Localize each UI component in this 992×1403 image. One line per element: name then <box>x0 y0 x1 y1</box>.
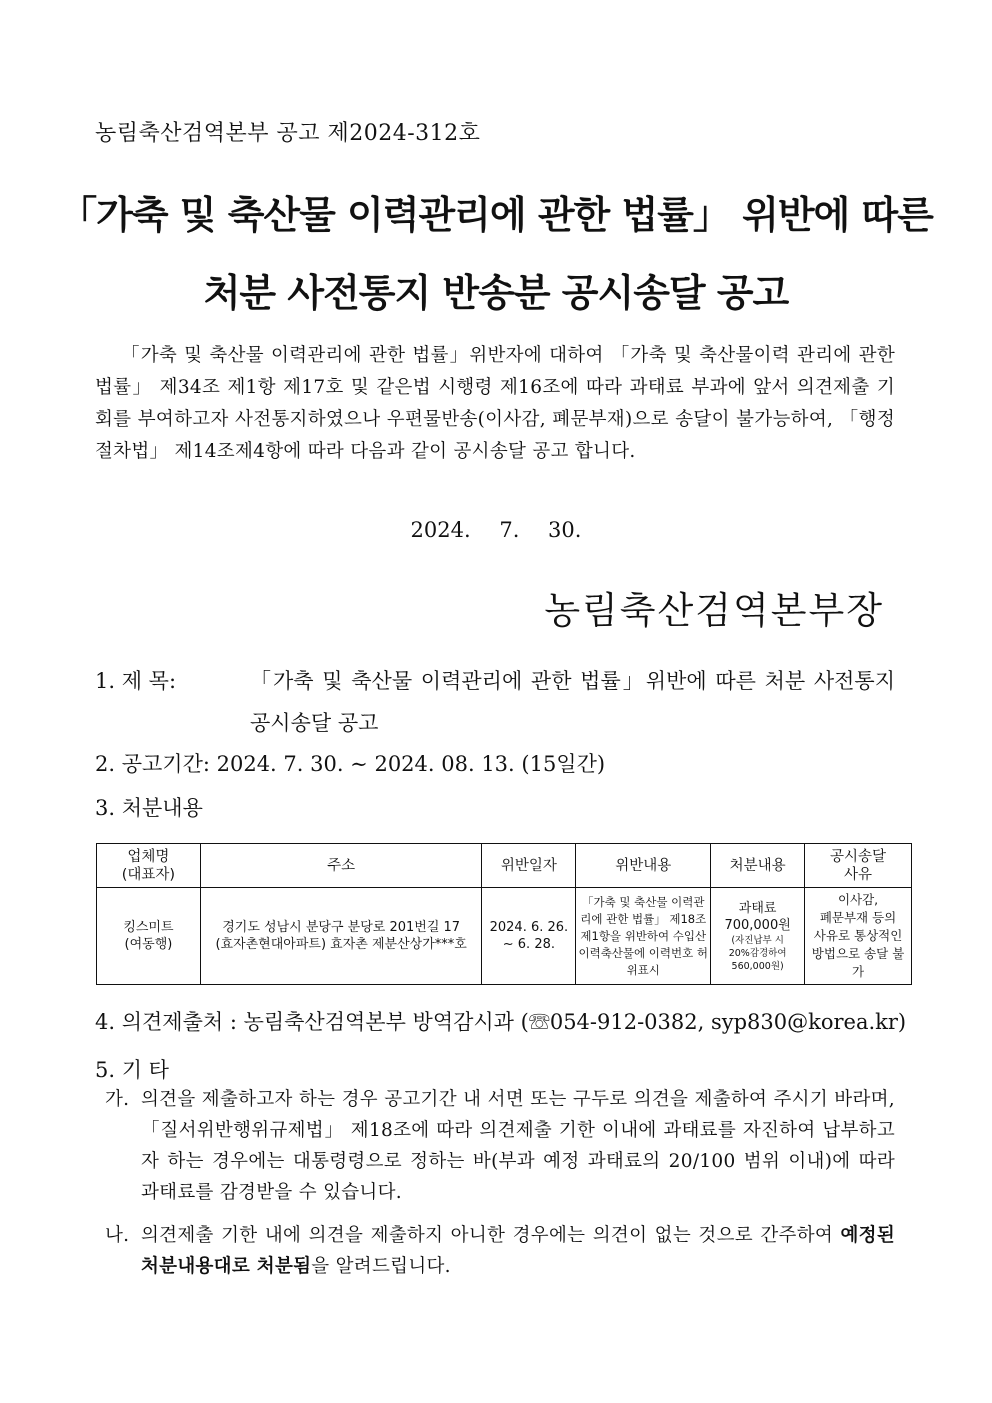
cell-violation: 「가축 및 축산물 이력관리에 관한 법률」 제18조 제1항을 위반하여 수입산이력축산물에 이력번호 허위표시 <box>576 888 711 985</box>
disposition-amount: 과태료 700,000원 <box>724 900 791 933</box>
item-period: 2. 공고기간: 2024. 7. 30. ∼ 2024. 08. 13. (15일간) <box>95 752 606 776</box>
etc-b-text <box>141 1220 895 1282</box>
header-company: 업체명 (대표자) <box>97 844 201 888</box>
subject-text: 「가축 및 축산물 이력관리에 관한 법률」위반에 따른 처분 사전통지 공시송달 공고 <box>250 669 895 735</box>
notice-number: 농림축산검역본부 공고 제2024-312호 <box>95 121 481 146</box>
title-line-1: 「가축 및 축산물 이력관리에 관한 법률」 위반에 따른 <box>59 193 933 237</box>
header-violation: 위반내용 <box>576 844 711 888</box>
header-address: 주소 <box>200 844 482 888</box>
notice-date: 2024. 7. 30. <box>410 518 582 542</box>
etc-b-text-1: 의견제출 기한 내에 의견을 제출하지 아니한 경우에는 의견이 없는 것으로 간주하여 <box>141 1225 834 1246</box>
intro-paragraph: 「가축 및 축산물 이력관리에 관한 법률」위반자에 대하여 「가축 및 축산물이력 관리에 관한 법률」 제34조 제1항 제17호 및 같은법 시행령 제16조에 따라 과태료 부과에 앞서 의견제출 기회를 부여하고자 사전통지하였으나 우편물반송(이사감, 폐문부재)으로 송달이 불가능하여, 「행정절차법」 제14조제4항에 따라 다음과 같이 공시송달 공고 합니다. <box>95 345 895 462</box>
etc-b-text-2: 을 알려드립니다. <box>311 1256 451 1277</box>
disposition-table <box>96 843 912 985</box>
etc-item-a <box>105 1084 895 1208</box>
item-etc-heading: 5. 기 타 <box>95 1058 169 1082</box>
item-submission: 4. 의견제출처 : 농림축산검역본부 방역감시과 (☏054-912-0382, syp830@korea.kr) <box>95 1010 907 1034</box>
item-disposition-heading: 3. 처분내용 <box>95 796 203 820</box>
cell-violation-date: 2024. 6. 26. ~ 6. 28. <box>482 888 576 985</box>
header-reason: 공시송달 사유 <box>805 844 912 888</box>
table-header-row <box>97 844 912 888</box>
etc-b-marker: 나. <box>105 1225 130 1246</box>
subject-label: 1. 제 목: <box>95 669 177 693</box>
header-violation-date: 위반일자 <box>482 844 576 888</box>
title-line-2: 처분 사전통지 반송분 공시송달 공고 <box>203 271 789 315</box>
cell-company: 킹스미트 (여동행) <box>97 888 201 985</box>
etc-a-text: 의견을 제출하고자 하는 경우 공고기간 내 서면 또는 구두로 의견을 제출하여 주시기 바라며, 「질서위반행위규제법」 제18조에 따라 의견제출 기한 이내에 과태료를 자진하여 납부하고자 하는 경우에는 대통령령으로 정하는 바(부과 예정 과태료의 20/100 범위 이내)에 따라 과태료를 감경받을 수 있습니다. <box>141 1089 895 1203</box>
table-row <box>97 888 912 985</box>
header-disposition: 처분내용 <box>711 844 805 888</box>
cell-address: 경기도 성남시 분당구 분당로 201번길 17 (효자촌현대아파트) 효자촌 제분산상가***호 <box>200 888 482 985</box>
item-subject <box>95 660 895 735</box>
cell-reason: 이사감, 폐문부재 등의 사유로 통상적인 방법으로 송달 불가 <box>805 888 912 985</box>
etc-a-marker: 가. <box>105 1089 130 1110</box>
issuer: 농림축산검역본부장 <box>544 589 884 632</box>
etc-item-b <box>105 1220 895 1282</box>
etc-b-bold: 예정된 처분내용대로 처분됨 <box>141 1225 896 1277</box>
cell-disposition <box>711 888 805 985</box>
disposition-note: (자진납부 시 20%감경하여 560,000원) <box>728 934 787 972</box>
